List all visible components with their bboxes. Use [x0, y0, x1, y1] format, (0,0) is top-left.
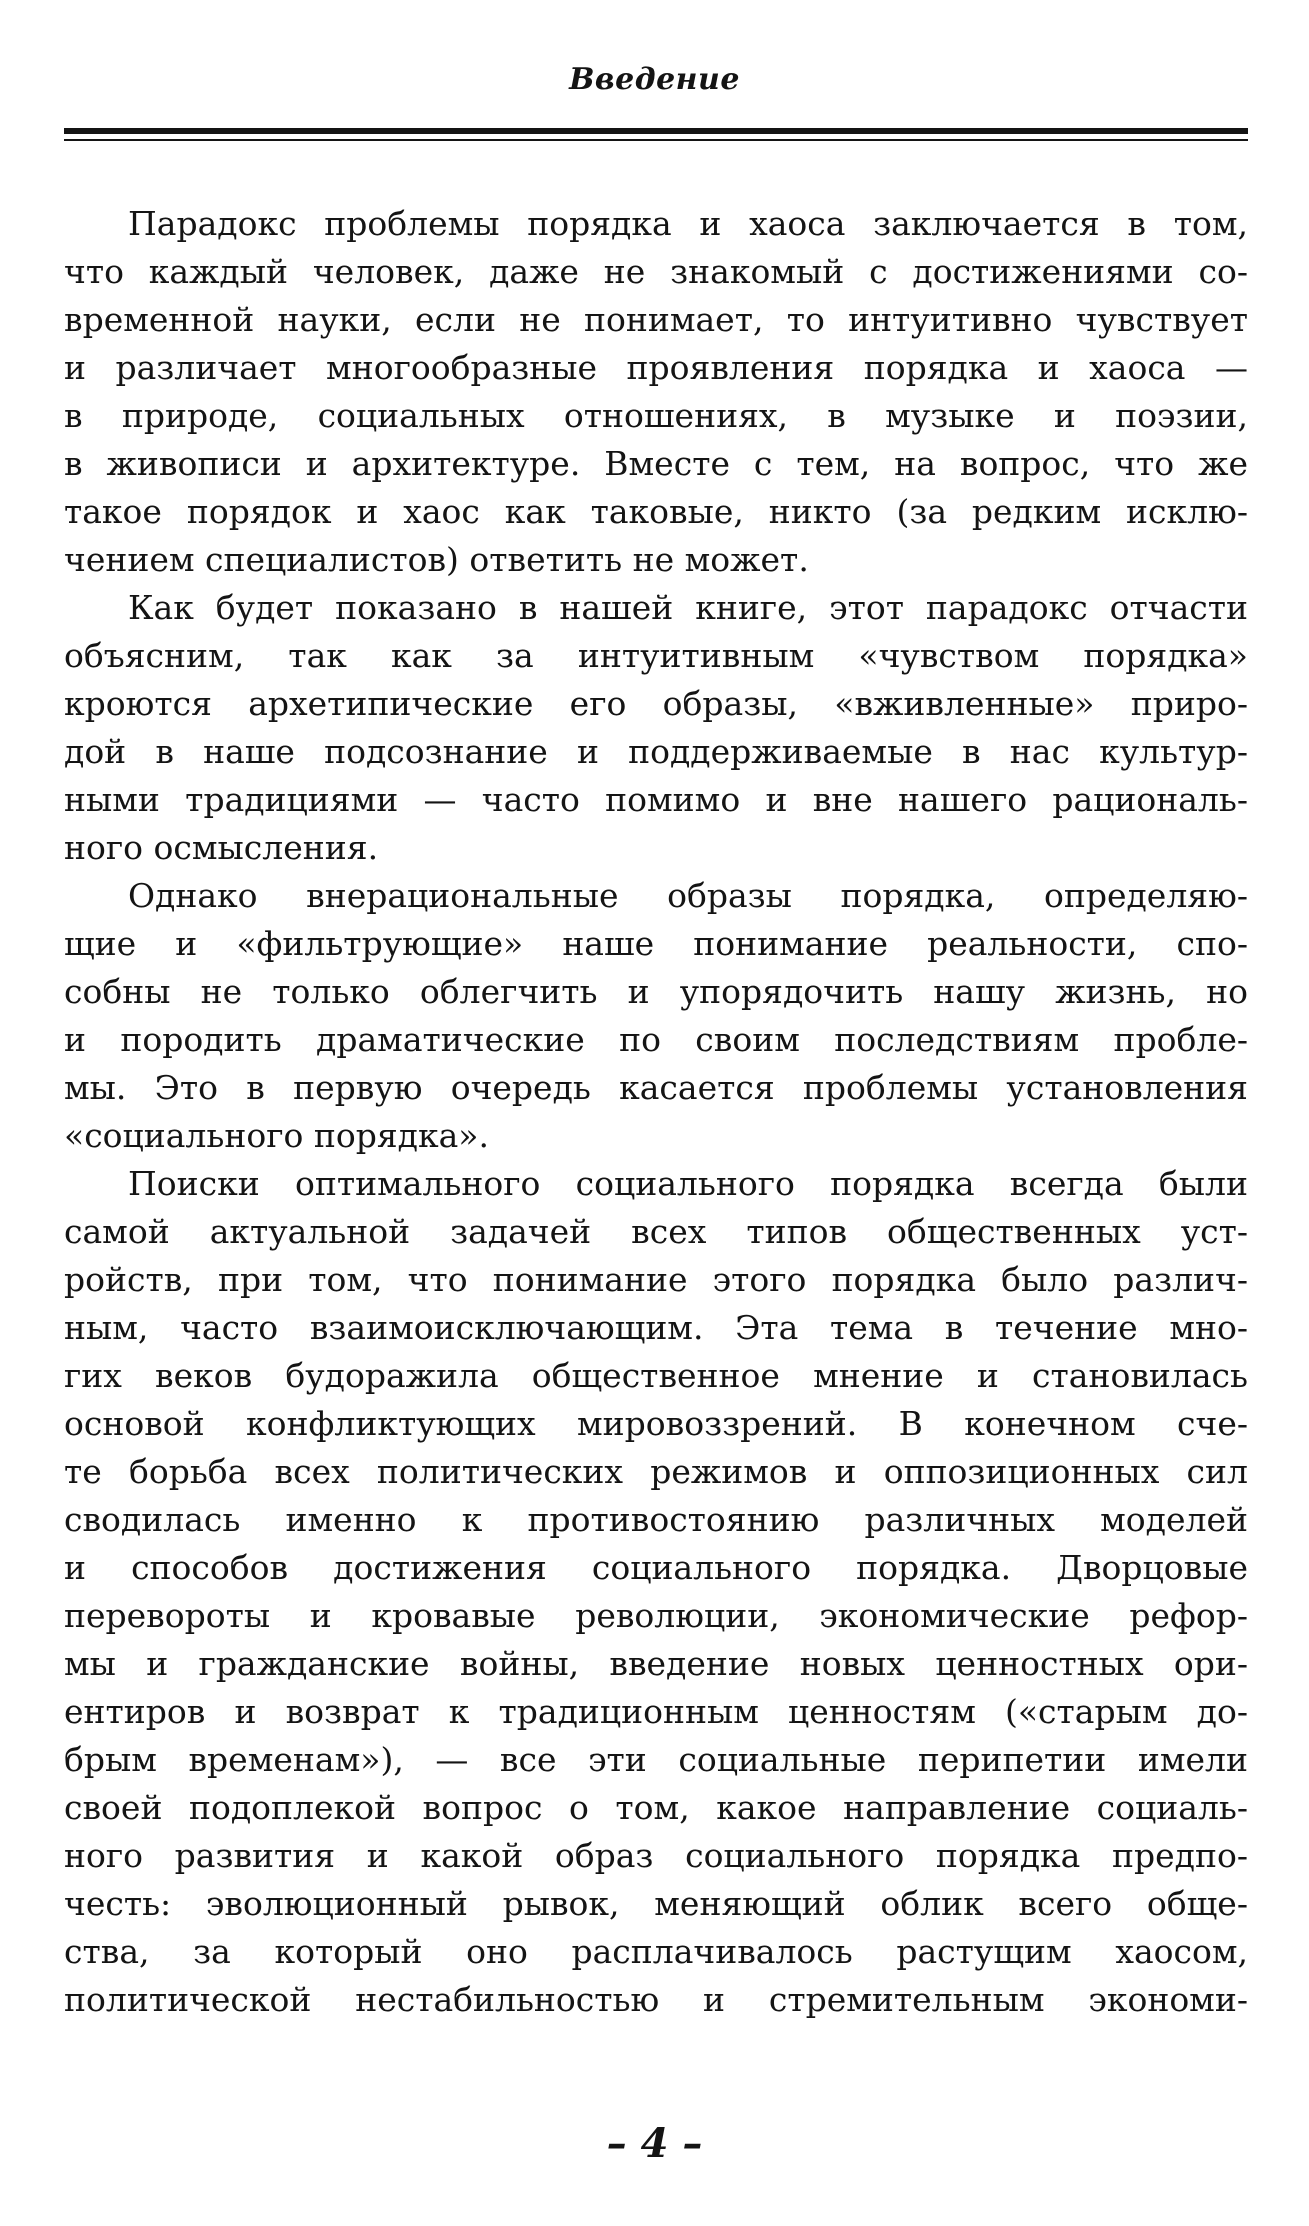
text-line: и различает многообразные проявления порядка и хаоса — — [64, 348, 1248, 387]
text-line: брым временам»), — все эти социальные перипетии имели — [64, 1740, 1248, 1779]
text-line: и способов достижения социального порядка. Дворцовые — [64, 1548, 1248, 1587]
text-line: и породить драматические по своим последствиям пробле- — [64, 1020, 1248, 1059]
text-line: гих веков будоражила общественное мнение и становилась — [64, 1356, 1248, 1395]
page-number: – 4 – — [606, 2120, 703, 2167]
header-rule-thin — [64, 139, 1248, 141]
text-line: ентиров и возврат к традиционным ценностям («старым до- — [64, 1692, 1248, 1731]
text-line: собны не только облегчить и упорядочить нашу жизнь, но — [64, 972, 1248, 1011]
text-line: объясним, так как за интуитивным «чувством порядка» — [64, 636, 1248, 675]
text-line: Парадокс проблемы порядка и хаоса заключается в том, — [128, 204, 1248, 243]
running-head: Введение — [569, 62, 740, 97]
text-line: дой в наше подсознание и поддерживаемые в нас культур- — [64, 732, 1248, 771]
text-line: Однако внерациональные образы порядка, определяю- — [128, 876, 1248, 915]
header-rule-thick — [64, 128, 1248, 134]
text-line: чением специалистов) ответить не может. — [64, 540, 809, 579]
text-line: «социального порядка». — [64, 1116, 489, 1155]
text-line: щие и «фильтрующие» наше понимание реальности, спо- — [64, 924, 1248, 963]
text-line: что каждый человек, даже не знакомый с достижениями со- — [64, 252, 1248, 291]
text-line: Поиски оптимального социального порядка всегда были — [128, 1164, 1248, 1203]
text-line: своей подоплекой вопрос о том, какое направление социаль- — [64, 1788, 1248, 1827]
text-line: политической нестабильностью и стремительным экономи- — [64, 1980, 1248, 2019]
text-line: ными традициями — часто помимо и вне нашего рациональ- — [64, 780, 1248, 819]
text-line: те борьба всех политических режимов и оппозиционных сил — [64, 1452, 1248, 1491]
text-line: ного осмысления. — [64, 828, 379, 867]
text-line: Как будет показано в нашей книге, этот парадокс отчасти — [128, 588, 1248, 627]
text-line: ным, часто взаимоисключающим. Эта тема в течение мно- — [64, 1308, 1248, 1347]
text-line: в живописи и архитектуре. Вместе с тем, на вопрос, что же — [64, 444, 1248, 483]
text-line: временной науки, если не понимает, то интуитивно чувствует — [64, 300, 1248, 339]
text-line: мы и гражданские войны, введение новых ценностных ори- — [64, 1644, 1248, 1683]
text-line: мы. Это в первую очередь касается проблемы установления — [64, 1068, 1248, 1107]
text-line: ства, за который оно расплачивалось растущим хаосом, — [64, 1932, 1248, 1971]
text-line: ного развития и какой образ социального порядка предпо- — [64, 1836, 1248, 1875]
text-line: основой конфликтующих мировоззрений. В конечном сче- — [64, 1404, 1248, 1443]
text-line: сводилась именно к противостоянию различных моделей — [64, 1500, 1248, 1539]
text-line: самой актуальной задачей всех типов общественных уст- — [64, 1212, 1248, 1251]
text-line: кроются архетипические его образы, «вживленные» приро- — [64, 684, 1248, 723]
text-line: ройств, при том, что понимание этого порядка было различ- — [64, 1260, 1248, 1299]
text-line: перевороты и кровавые революции, экономические рефор- — [64, 1596, 1248, 1635]
text-line: в природе, социальных отношениях, в музыке и поэзии, — [64, 396, 1248, 435]
text-line: такое порядок и хаос как таковые, никто (за редким исклю- — [64, 492, 1248, 531]
body-text — [64, 200, 1248, 2024]
text-line: честь: эволюционный рывок, меняющий облик всего обще- — [64, 1884, 1248, 1923]
